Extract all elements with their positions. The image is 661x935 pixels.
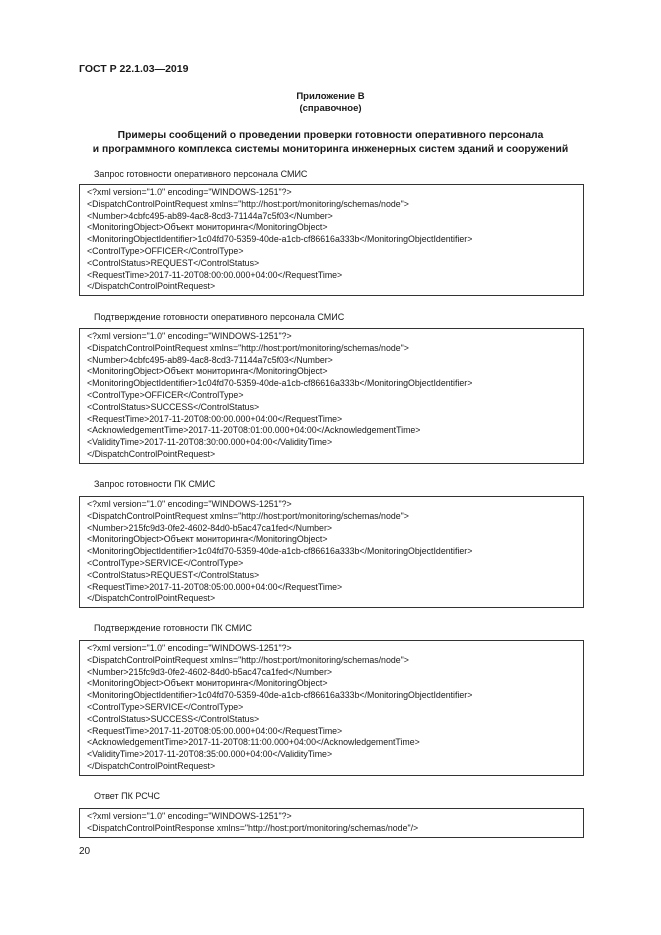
code-line: <ValidityTime>2017-11-20T08:35:00.000+04:00</ValidityTime> [87,749,333,760]
section-caption-service-request: Запрос готовности ПК СМИС [94,479,216,489]
xml-code-block [79,640,584,776]
code-line: <DispatchControlPointRequest xmlns="http://host:port/monitoring/schemas/node"> [87,342,409,353]
xml-code-block [79,184,584,296]
code-line: <?xml version="1.0" encoding="WINDOWS-1251"?> [87,499,292,509]
page-title-line: Примеры сообщений о проведении проверки готовности оперативного персонала [117,130,544,141]
code-line: <ControlStatus>SUCCESS</ControlStatus> [87,401,260,412]
code-line: </DispatchControlPointRequest> [87,593,216,604]
page-number: 20 [79,846,91,857]
code-line: <?xml version="1.0" encoding="WINDOWS-1251"?> [87,643,292,653]
section-caption-response: Ответ ПК РСЧС [94,791,160,801]
code-line: </DispatchControlPointRequest> [87,760,216,771]
code-line: <Number>4cbfc495-ab89-4ac8-8cd3-71144a7c5f03</Number> [87,210,333,221]
code-line: <ControlType>OFFICER</ControlType> [87,389,244,400]
code-line: <RequestTime>2017-11-20T08:00:00.000+04:00</RequestTime> [87,269,343,280]
code-line: <MonitoringObjectIdentifier>1c04fd70-5359-40de-a1cb-cf86616a333b</MonitoringObjectIdentifier> [87,690,473,701]
code-line: <RequestTime>2017-11-20T08:05:00.000+04:00</RequestTime> [87,725,343,736]
page-title-line: и программного комплекса системы мониторинга инженерных систем зданий и сооружений [92,143,569,155]
code-line: <MonitoringObject>Объект мониторинга</MonitoringObject> [87,534,328,545]
code-line: <MonitoringObject>Объект мониторинга</MonitoringObject> [87,222,328,233]
code-line: <MonitoringObjectIdentifier>1c04fd70-5359-40de-a1cb-cf86616a333b</MonitoringObjectIdentifier> [87,546,473,557]
code-line: <ControlStatus>SUCCESS</ControlStatus> [87,713,260,724]
code-line: <Number>215fc9d3-0fe2-4602-84d0-b5ac47ca1fed</Number> [87,666,333,677]
code-line: <ControlType>SERVICE</ControlType> [87,701,244,712]
xml-code-block [79,496,584,608]
section-caption-service-confirm: Подтверждение готовности ПК СМИС [94,623,253,633]
code-line: <MonitoringObject>Объект мониторинга</MonitoringObject> [87,678,328,689]
code-line: <DispatchControlPointRequest xmlns="http://host:port/monitoring/schemas/node"> [87,510,409,521]
code-line: <ValidityTime>2017-11-20T08:30:00.000+04:00</ValidityTime> [87,437,333,448]
code-line: <?xml version="1.0" encoding="WINDOWS-1251"?> [87,811,292,821]
code-line: <MonitoringObjectIdentifier>1c04fd70-5359-40de-a1cb-cf86616a333b</MonitoringObjectIdentifier> [87,234,473,245]
code-line: <Number>215fc9d3-0fe2-4602-84d0-b5ac47ca1fed</Number> [87,522,333,533]
code-line: <ControlType>OFFICER</ControlType> [87,245,244,256]
code-line: <DispatchControlPointResponse xmlns="http://host:port/monitoring/schemas/node"/> [87,822,419,833]
appendix-label: Приложение В [296,91,365,102]
code-line: <AcknowledgementTime>2017-11-20T08:11:00.000+04:00</AcknowledgementTime> [87,737,420,748]
code-line: <Number>4cbfc495-ab89-4ac8-8cd3-71144a7c5f03</Number> [87,354,333,365]
page-title [0,129,661,156]
code-line: <ControlStatus>REQUEST</ControlStatus> [87,569,260,580]
code-line: <RequestTime>2017-11-20T08:05:00.000+04:00</RequestTime> [87,581,343,592]
code-line: <?xml version="1.0" encoding="WINDOWS-1251"?> [87,331,292,341]
section-caption-officer-confirm: Подтверждение готовности оперативного персонала СМИС [94,312,345,322]
appendix-heading [0,91,661,115]
appendix-type: (справочное) [299,103,362,114]
code-line: <DispatchControlPointRequest xmlns="http://host:port/monitoring/schemas/node"> [87,198,409,209]
code-line: <MonitoringObjectIdentifier>1c04fd70-5359-40de-a1cb-cf86616a333b</MonitoringObjectIdentifier> [87,378,473,389]
xml-code-block [79,808,584,838]
code-line: <DispatchControlPointRequest xmlns="http://host:port/monitoring/schemas/node"> [87,654,409,665]
code-line: <ControlType>SERVICE</ControlType> [87,557,244,568]
code-line: </DispatchControlPointRequest> [87,281,216,292]
code-line: <ControlStatus>REQUEST</ControlStatus> [87,257,260,268]
code-line: <?xml version="1.0" encoding="WINDOWS-1251"?> [87,187,292,197]
code-line: <RequestTime>2017-11-20T08:00:00.000+04:00</RequestTime> [87,413,343,424]
xml-code-block [79,328,584,464]
code-line: <AcknowledgementTime>2017-11-20T08:01:00.000+04:00</AcknowledgementTime> [87,425,421,436]
code-line: <MonitoringObject>Объект мониторинга</MonitoringObject> [87,366,328,377]
code-line: </DispatchControlPointRequest> [87,448,216,459]
section-caption-officer-request: Запрос готовности оперативного персонала СМИС [94,169,308,179]
document-id: ГОСТ Р 22.1.03—2019 [79,63,189,75]
